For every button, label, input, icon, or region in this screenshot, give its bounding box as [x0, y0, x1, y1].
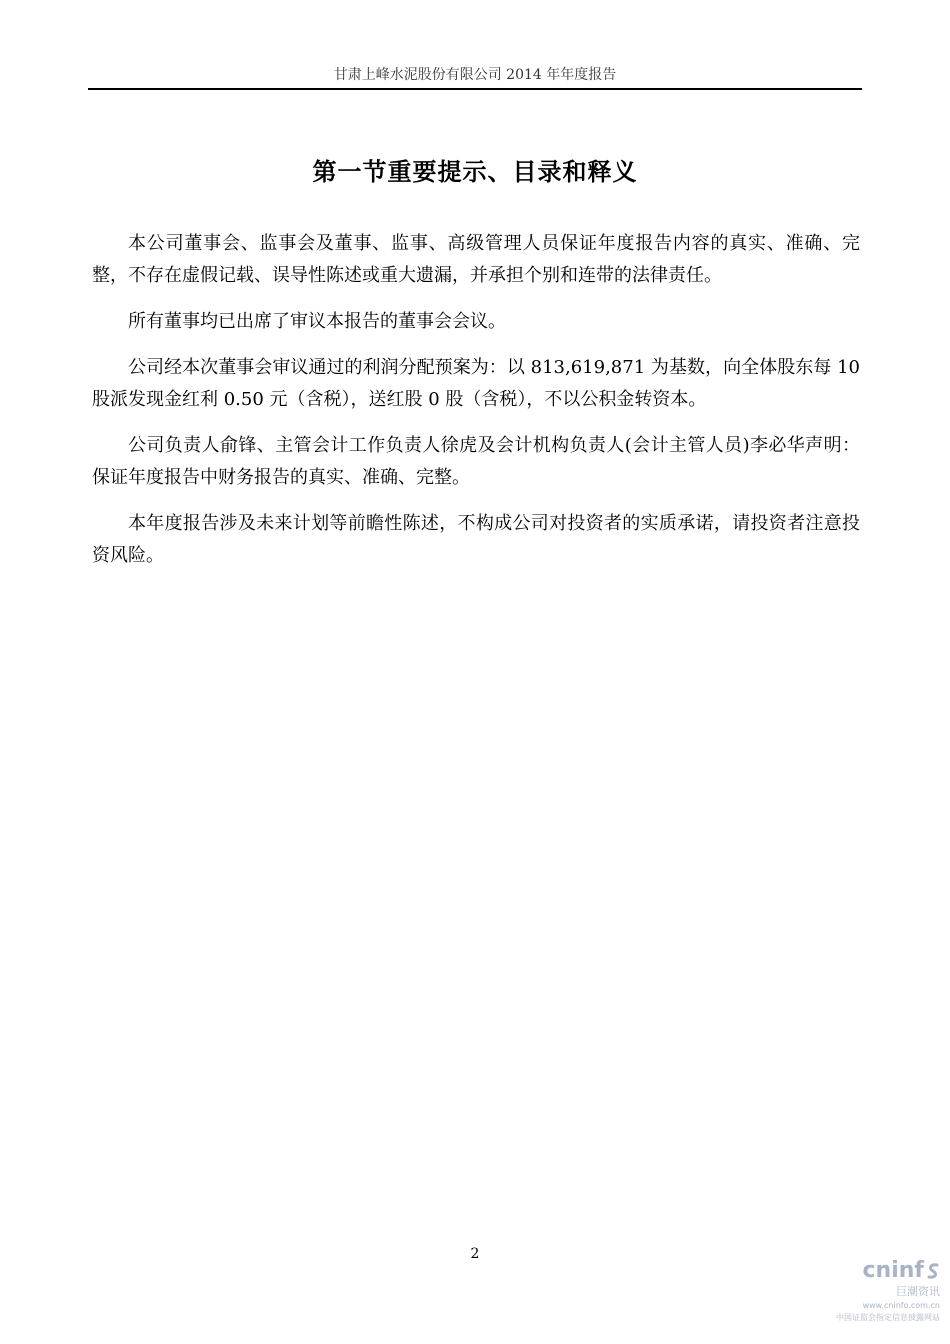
- watermark-tagline: 中国证监会指定信息披露网站: [836, 1313, 940, 1322]
- cninfo-logo-icon: [926, 1263, 940, 1279]
- watermark-subtitle: 巨潮资讯: [896, 1285, 940, 1298]
- watermark-logo: [830, 1258, 940, 1283]
- page-number: 2: [470, 1246, 480, 1262]
- paragraph-board-attendance: 所有董事均已出席了审议本报告的董事会会议。: [128, 311, 506, 332]
- watermark-url: www.cninfo.com.cn: [862, 1301, 940, 1310]
- body-text: [92, 228, 860, 586]
- paragraph-profit-distribution: 公司经本次董事会审议通过的利润分配预案为：以 813,619,871 为基数，向全体股东每 10 股派发现金红利 0.50 元（含税），送红股 0 股（含税），不以公积金转资本。: [92, 357, 860, 410]
- header-divider: [88, 88, 862, 90]
- watermark-logo-text: cninf: [862, 1258, 924, 1283]
- paragraph-officer-declaration: 公司负责人俞锋、主管会计工作负责人徐虎及会计机构负责人(会计主管人员)李必华声明：保证年度报告中财务报告的真实、准确、完整。: [92, 435, 860, 488]
- section-title: 第一节重要提示、目录和释义: [312, 158, 638, 186]
- cninfo-watermark: [830, 1258, 940, 1334]
- paragraph-responsibility-statement: 本公司董事会、监事会及董事、监事、高级管理人员保证年度报告内容的真实、准确、完整，不存在虚假记载、误导性陈述或重大遗漏，并承担个别和连带的法律责任。: [92, 233, 860, 286]
- running-header: 甘肃上峰水泥股份有限公司 2014 年年度报告: [333, 67, 617, 83]
- paragraph-forward-looking-risk: 本年度报告涉及未来计划等前瞻性陈述，不构成公司对投资者的实质承诺，请投资者注意投资风险。: [92, 513, 860, 566]
